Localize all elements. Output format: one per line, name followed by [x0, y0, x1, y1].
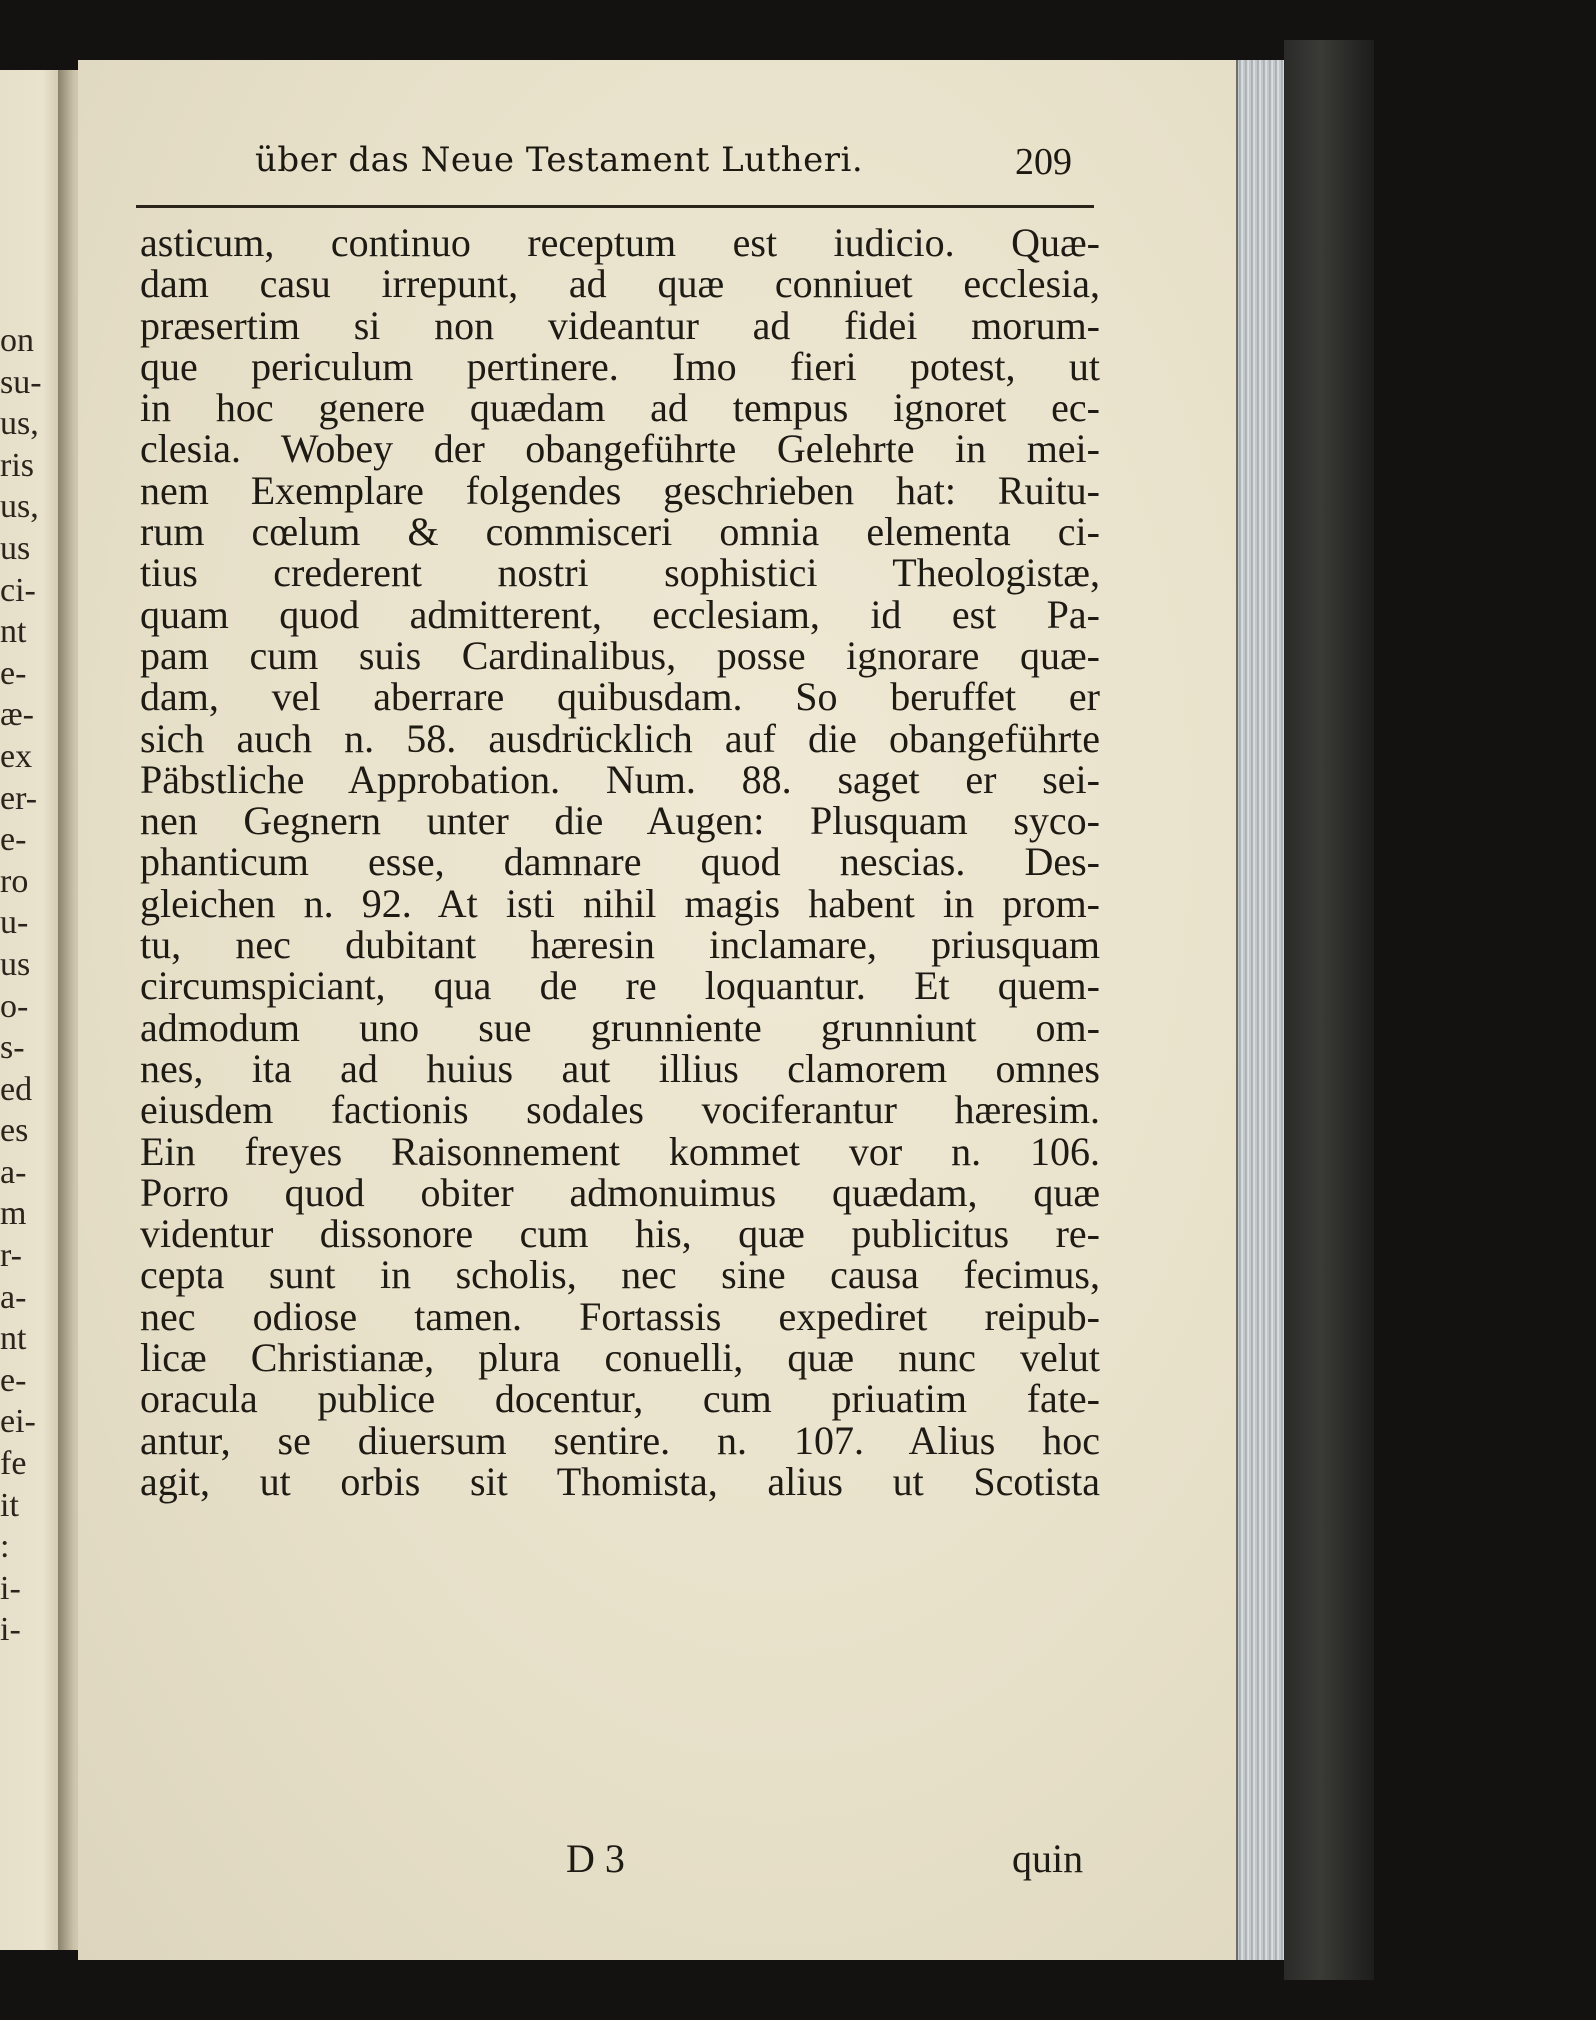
previous-page-fragment: fe	[0, 1445, 27, 1483]
previous-page-fragment: a-	[0, 1153, 27, 1191]
text-line: quam quod admitterent, ecclesiam, id est Pa-	[140, 591, 1100, 637]
text-line: oracula publice docentur, cum priuatim fate-	[140, 1376, 1100, 1422]
previous-page-fragment: es	[0, 1112, 29, 1150]
text-line: licæ Christianæ, plura conuelli, quæ nunc velut	[140, 1335, 1100, 1381]
previous-page-edge	[0, 70, 62, 1950]
page-stack-edge	[1236, 60, 1286, 1960]
text-line: que periculum pertinere. Imo fieri potest, ut	[140, 343, 1100, 389]
previous-page-fragment: u-	[0, 904, 29, 942]
previous-page-fragment: ex	[0, 737, 33, 775]
text-line: antur, se diuersum sentire. n. 107. Alius hoc	[140, 1417, 1100, 1463]
text-line: in hoc genere quædam ad tempus ignoret ec-	[140, 385, 1100, 431]
previous-page-fragment: r-	[0, 1237, 22, 1275]
text-line: clesia. Wobey der obangeführte Gelehrte in mei-	[140, 426, 1100, 472]
previous-page-fragment: ed	[0, 1070, 33, 1108]
text-line: eiusdem factionis sodales vociferantur hæresim.	[140, 1087, 1100, 1133]
text-line: præsertim si non videantur ad fidei morum-	[140, 302, 1100, 348]
signature-mark: D 3	[566, 1836, 625, 1881]
text-line: rum cœlum & commisceri omnia elementa ci-	[140, 509, 1100, 555]
text-line: dam casu irrepunt, ad quæ conniuet ecclesia,	[140, 261, 1100, 307]
text-line: nen Gegnern unter die Augen: Plusquam syco-	[140, 798, 1100, 844]
previous-page-fragment: o-	[0, 987, 29, 1025]
catchword: quin	[1012, 1836, 1084, 1881]
previous-page-fragment: ei-	[0, 1403, 36, 1441]
text-line: sich auch n. 58. ausdrücklich auf die obangeführte	[140, 715, 1100, 761]
previous-page-fragment: er-	[0, 779, 38, 817]
previous-page-fragment: nt	[0, 613, 27, 651]
previous-page-fragment: us,	[0, 488, 39, 526]
text-line: tius crederent nostri sophistici Theologistæ,	[140, 550, 1100, 596]
previous-page-fragment: su-	[0, 363, 42, 401]
body-text	[140, 222, 1100, 1502]
header-rule	[136, 205, 1094, 208]
previous-page-fragment: æ-	[0, 696, 34, 734]
text-line: Ein freyes Raisonnement kommet vor n. 106.	[140, 1128, 1100, 1174]
previous-page-fragment: ro	[0, 862, 29, 900]
text-line: asticum, continuo receptum est iudicio. Quæ-	[140, 220, 1100, 265]
text-line: nem Exemplare folgendes geschrieben hat: Ruitu-	[140, 467, 1100, 513]
previous-page-fragment: ci-	[0, 571, 36, 609]
text-line: nes, ita ad huius aut illius clamorem omnes	[140, 1045, 1100, 1091]
text-line: Päbstliche Approbation. Num. 88. saget er sei-	[140, 756, 1100, 802]
previous-page-fragment: e-	[0, 654, 27, 692]
previous-page-fragment: a-	[0, 1278, 27, 1316]
previous-page-fragment: :	[0, 1528, 10, 1566]
previous-page-fragment: it	[0, 1486, 19, 1524]
previous-page-fragment: e-	[0, 1361, 27, 1399]
previous-page-fragment: us,	[0, 405, 39, 443]
previous-page-fragment: e-	[0, 821, 27, 859]
previous-page-fragment: m	[0, 1195, 27, 1233]
running-head: über das Neue Testament Lutheri.	[255, 140, 864, 180]
book-cover	[1284, 40, 1374, 1980]
text-line: nec odiose tamen. Fortassis expediret reipub-	[140, 1293, 1100, 1339]
previous-page-fragment: on	[0, 322, 34, 359]
text-line: gleichen n. 92. At isti nihil magis habent in prom-	[140, 880, 1100, 926]
previous-page-fragment: nt	[0, 1320, 27, 1358]
text-line: cepta sunt in scholis, nec sine causa fecimus,	[140, 1252, 1100, 1298]
text-line: Porro quod obiter admonuimus quædam, quæ	[140, 1169, 1100, 1215]
text-line: agit, ut orbis sit Thomista, alius ut Scotista	[140, 1458, 1100, 1504]
text-line: phanticum esse, damnare quod nescias. Des-	[140, 839, 1100, 885]
text-line: admodum uno sue grunniente grunniunt om-	[140, 1004, 1100, 1050]
previous-page-fragment: i-	[0, 1611, 21, 1649]
page-number: 209	[1015, 141, 1072, 183]
text-line: tu, nec dubitant hæresin inclamare, priusquam	[140, 922, 1100, 968]
previous-page-fragment: s-	[0, 1029, 25, 1067]
previous-page-fragments	[0, 320, 62, 1651]
previous-page-fragment: i-	[0, 1569, 21, 1607]
previous-page-fragment: us	[0, 945, 31, 983]
text-line: circumspiciant, qua de re loquantur. Et quem-	[140, 963, 1100, 1009]
previous-page-fragment: ris	[0, 446, 34, 484]
text-line: dam, vel aberrare quibusdam. So beruffet er	[140, 674, 1100, 720]
previous-page-fragment: us	[0, 529, 31, 567]
text-line: pam cum suis Cardinalibus, posse ignorare quæ-	[140, 632, 1100, 678]
text-line: videntur dissonore cum his, quæ publicitus re-	[140, 1211, 1100, 1257]
